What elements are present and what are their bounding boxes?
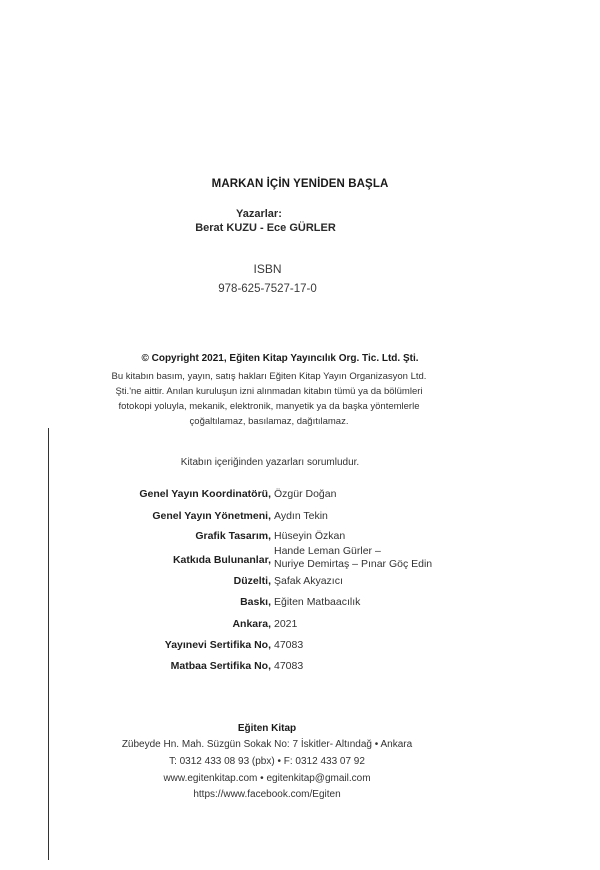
credit-value-continued: Nuriye Demirtaş – Pınar Göç Edin	[274, 558, 433, 570]
rights-line: Bu kitabın basım, yayın, satış hakları Eğiten Kitap Yayın Organizasyon Ltd.	[111, 371, 427, 382]
book-title: MARKAN İÇİN YENİDEN BAŞLA	[211, 178, 389, 190]
authors-label: Yazarlar:	[236, 208, 282, 220]
credit-row	[0, 639, 600, 655]
credit-row	[0, 660, 600, 676]
credit-value: Şafak Akyazıcı	[274, 575, 343, 587]
rights-line: çoğaltılamaz, basılamaz, dağıtılamaz.	[189, 416, 349, 427]
publisher-name: Eğiten Kitap	[237, 723, 297, 734]
authors-names: Berat KUZU - Ece GÜRLER	[195, 222, 336, 234]
credit-label: Matbaa Sertifika No,	[170, 660, 271, 672]
credit-row	[0, 575, 600, 591]
credit-row	[0, 510, 600, 526]
publisher-web: www.egitenkitap.com • egitenkitap@gmail.com	[163, 773, 371, 784]
credit-label: Ankara,	[232, 618, 271, 630]
credit-value: 47083	[274, 639, 304, 651]
credit-label: Genel Yayın Koordinatörü,	[139, 488, 271, 500]
credit-label: Genel Yayın Yönetmeni,	[152, 510, 271, 522]
credit-row	[0, 545, 600, 570]
credit-row	[0, 530, 600, 546]
credit-label: Baskı,	[240, 596, 271, 608]
copyright-line: © Copyright 2021, Eğiten Kitap Yayıncılık Org. Tic. Ltd. Şti.	[141, 353, 419, 364]
isbn-number: 978-625-7527-17-0	[218, 283, 317, 295]
credit-value: Aydın Tekin	[274, 510, 328, 522]
credit-row	[0, 618, 600, 634]
publisher-phone: T: 0312 433 08 93 (pbx) • F: 0312 433 07 92	[169, 756, 365, 767]
credit-value: 47083	[274, 660, 304, 672]
credit-value: Özgür Doğan	[274, 488, 337, 500]
credit-value: 2021	[274, 618, 298, 630]
credit-value: Eğiten Matbaacılık	[274, 596, 361, 608]
credit-label: Yayınevi Sertifika No,	[164, 639, 271, 651]
credit-label: Düzelti,	[233, 575, 271, 587]
isbn-label: ISBN	[253, 262, 282, 276]
credit-row	[0, 488, 600, 504]
credit-label: Katkıda Bulunanlar,	[172, 554, 271, 566]
credit-row	[0, 596, 600, 612]
rights-line: fotokopi yoluyla, mekanik, elektronik, manyetik ya da başka yöntemlerle	[118, 401, 420, 412]
rights-notice	[64, 369, 474, 429]
rights-line: Şti.'ne aittir. Anılan kuruluşun izni alınmadan kitabın tümü ya da bölümleri	[115, 386, 423, 397]
credit-value: Hande Leman Gürler –	[274, 545, 381, 557]
publisher-facebook: https://www.facebook.com/Egiten	[193, 789, 341, 800]
publisher-address: Zübeyde Hn. Mah. Süzgün Sokak No: 7 İskitler- Altındağ • Ankara	[121, 739, 413, 750]
credit-value: Hüseyin Özkan	[274, 530, 346, 542]
responsibility-note: Kitabın içeriğinden yazarları sorumludur.	[180, 457, 360, 468]
credit-label: Grafik Tasarım,	[195, 530, 271, 542]
